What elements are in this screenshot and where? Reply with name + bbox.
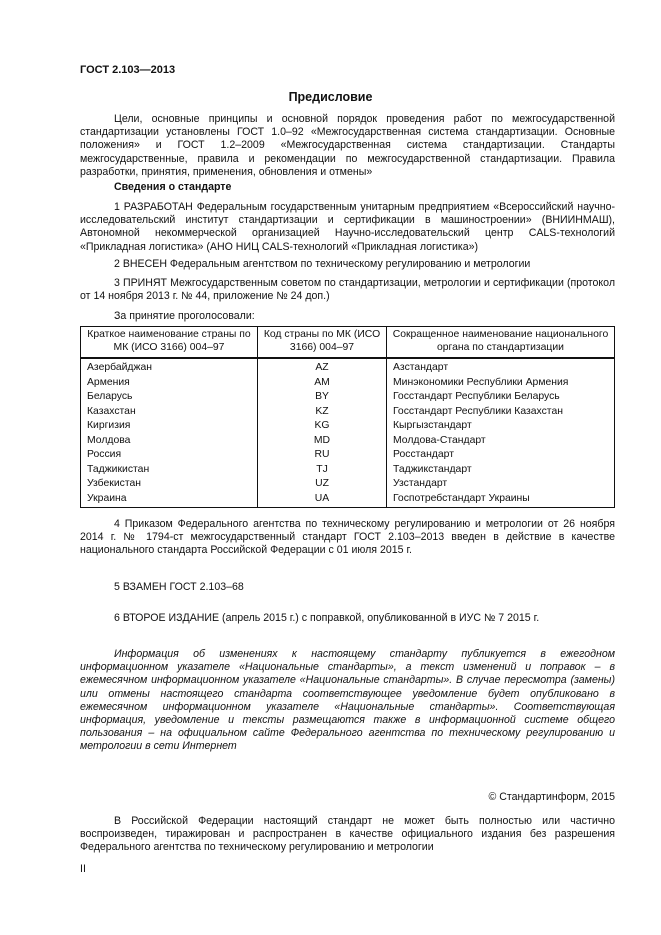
cell-code: BY: [258, 390, 387, 405]
cell-country: Россия: [81, 448, 258, 463]
cell-code: RU: [258, 448, 387, 463]
cell-body: Кыргызстандарт: [387, 419, 615, 434]
cell-body: Росстандарт: [387, 448, 615, 463]
paragraph-6: 6 ВТОРОЕ ИЗДАНИЕ (апрель 2015 г.) с поправкой, опубликованной в ИУС № 7 2015 г.: [114, 612, 540, 624]
table-row: [81, 390, 615, 405]
paragraph-5: 5 ВЗАМЕН ГОСТ 2.103–68: [114, 581, 244, 593]
cell-country: Киргизия: [81, 419, 258, 434]
intro-paragraph: Цели, основные принципы и основной порядок проведения работ по межгосударственной стандартизации установлены ГОСТ 1.0–92 «Межгосударственная система стандартизации. Основные положения» и ГОСТ 1.2–2009 «Межгосударственная система стандартизации. Стандарты межгосударственные, правила и рекомендации по межгосударственной стандартизации. Правила разработки, принятия, применения, обновления и отмены»: [80, 113, 615, 178]
paragraph-4: 4 Приказом Федерального агентства по техническому регулированию и метрологии от 26 ноября 2014 г. № 1794-ст межгосударственный стандарт ГОСТ 2.103–2013 введен в действие в качестве национального стандарта Российской Федерации с 01 июля 2015 г.: [80, 518, 615, 557]
document-code: ГОСТ 2.103—2013: [80, 64, 176, 76]
table-row: [81, 448, 615, 463]
cell-country: Украина: [81, 492, 258, 508]
cell-body: Узстандарт: [387, 477, 615, 492]
table-row: [81, 463, 615, 478]
cell-body: Таджикстандарт: [387, 463, 615, 478]
page-number: II: [80, 863, 86, 875]
cell-body: Азстандарт: [387, 358, 615, 376]
paragraph-1: 1 РАЗРАБОТАН Федеральным государственным унитарным предприятием «Всероссийский научно-исследовательский институт стандартизации и сертификации в машиностроении» (ВНИИНМАШ), Автономной некоммерческой организацией Научно-исследовательский центр CALS-технологий «Прикладная логистика» (АНО НИЦ CALS-технологий «Прикладная логистика»): [80, 201, 615, 253]
cell-country: Азербайджан: [81, 358, 258, 376]
cell-country: Беларусь: [81, 390, 258, 405]
paragraph-3: 3 ПРИНЯТ Межгосударственным советом по стандартизации, метрологии и сертификации (протокол от 14 ноября 2013 г. № 44, приложение № 24 доп.): [80, 277, 615, 303]
cell-body: Минэкономики Республики Армения: [387, 376, 615, 391]
table-row: [81, 434, 615, 449]
paragraph-2: 2 ВНЕСЕН Федеральным агентством по техническому регулированию и метрологии: [114, 258, 531, 270]
voted-label: За принятие проголосовали:: [114, 310, 255, 322]
table-body: [81, 358, 615, 508]
header-country: Краткое наименование страны по МК (ИСО 3166) 004–97: [81, 327, 258, 359]
page-title: Предисловие: [288, 90, 373, 104]
voting-table: [80, 326, 615, 508]
notice-paragraph: Информация об изменениях к настоящему стандарту публикуется в ежегодном информационном указателе «Национальные стандарты», а текст изменений и поправок – в ежемесячном информационном указателе «Национальные стандарты». В случае пересмотра (замены) или отмены настоящего стандарта соответствующее уведомление будет опубликовано в ежемесячном информационном указателе «Национальные стандарты». Соответствующая информация, уведомление и тексты размещаются также в информационной системе общего пользования – на официальном сайте Федерального агентства по техническому регулированию и метрологии в сети Интернет: [80, 648, 615, 753]
cell-code: KG: [258, 419, 387, 434]
cell-code: KZ: [258, 405, 387, 420]
cell-body: Госстандарт Республики Беларусь: [387, 390, 615, 405]
cell-code: MD: [258, 434, 387, 449]
table-row: [81, 419, 615, 434]
cell-body: Молдова-Стандарт: [387, 434, 615, 449]
table-row: [81, 405, 615, 420]
cell-code: AZ: [258, 358, 387, 376]
table-row: [81, 492, 615, 508]
cell-code: UA: [258, 492, 387, 508]
header-code: Код страны по МК (ИСО 3166) 004–97: [258, 327, 387, 359]
cell-country: Казахстан: [81, 405, 258, 420]
rights-paragraph: В Российской Федерации настоящий стандарт не может быть полностью или частично воспроизведен, тиражирован и распространен в качестве официального издания без разрешения Федерального агентства по техническому регулированию и метрологии: [80, 815, 615, 854]
table-row: [81, 358, 615, 376]
table-row: [81, 477, 615, 492]
info-heading: Сведения о стандарте: [114, 181, 232, 193]
cell-body: Госстандарт Республики Казахстан: [387, 405, 615, 420]
table-row: [81, 376, 615, 391]
header-body: Сокращенное наименование национального органа по стандартизации: [387, 327, 615, 359]
table-header-row: [81, 327, 615, 359]
cell-country: Узбекистан: [81, 477, 258, 492]
cell-country: Армения: [81, 376, 258, 391]
cell-country: Молдова: [81, 434, 258, 449]
cell-body: Госпотребстандарт Украины: [387, 492, 615, 508]
cell-country: Таджикистан: [81, 463, 258, 478]
cell-code: AM: [258, 376, 387, 391]
copyright: © Стандартинформ, 2015: [488, 791, 615, 803]
cell-code: TJ: [258, 463, 387, 478]
cell-code: UZ: [258, 477, 387, 492]
